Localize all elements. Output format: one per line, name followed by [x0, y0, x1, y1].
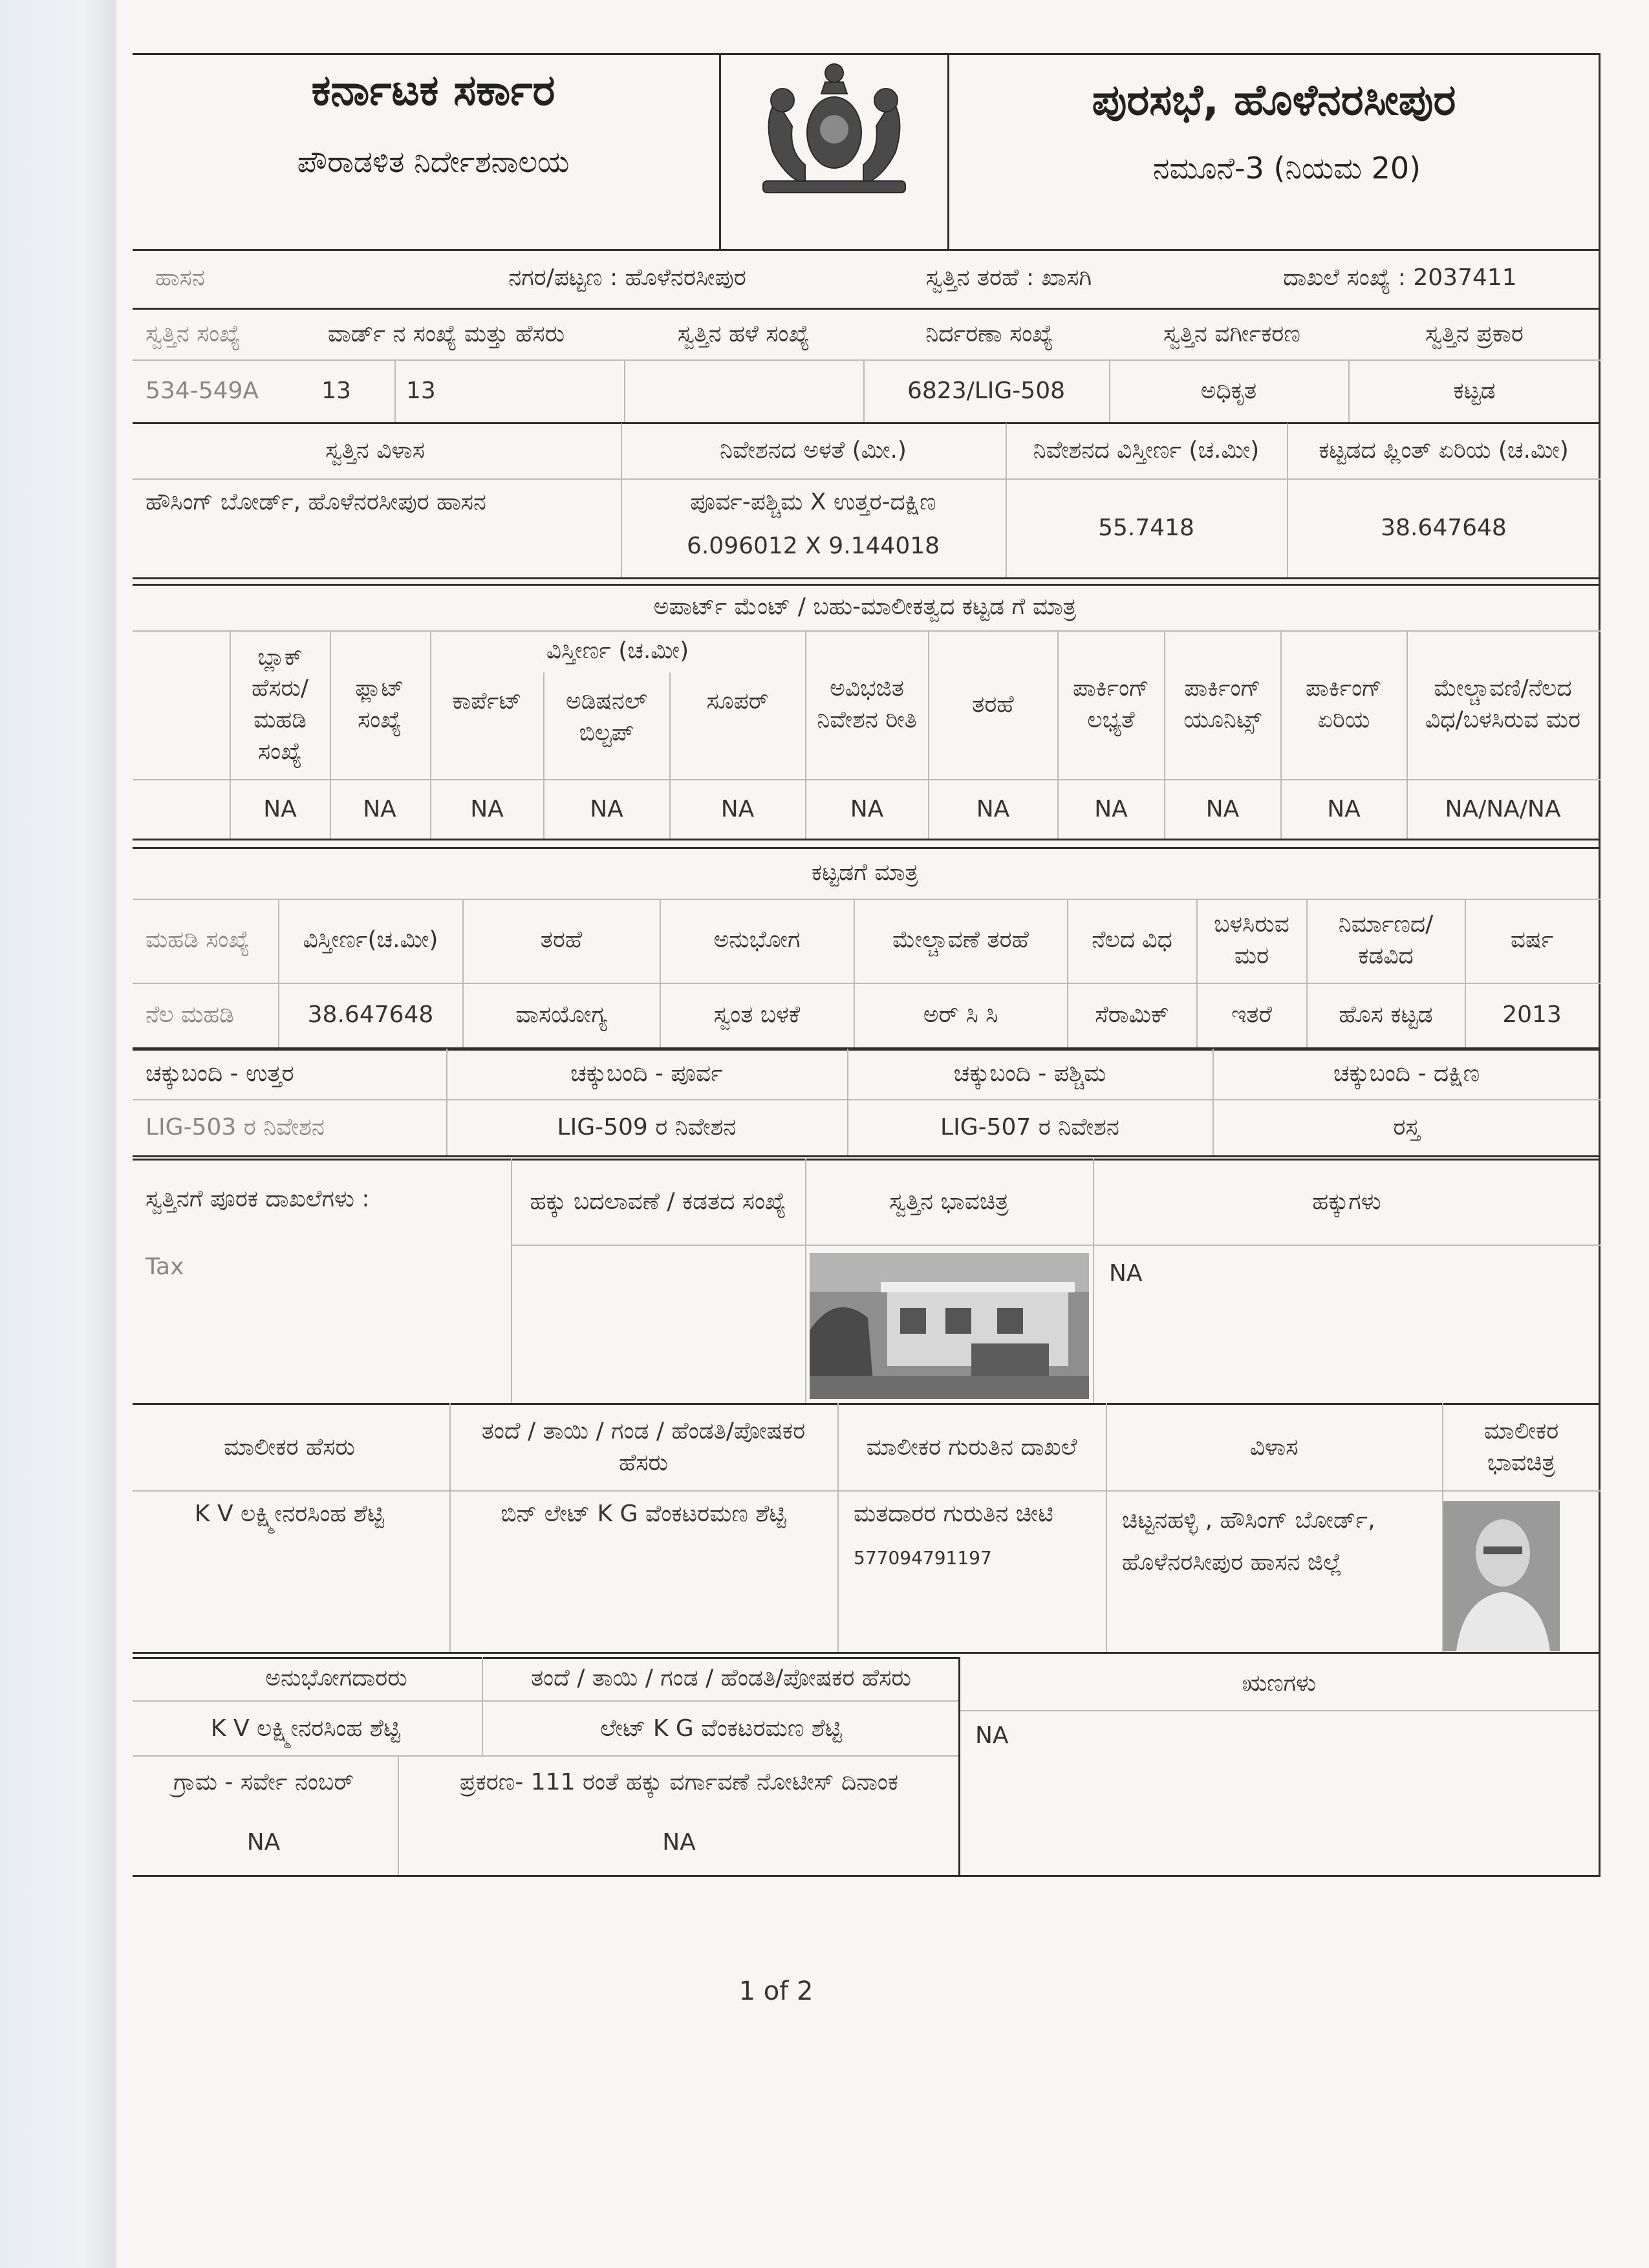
adjacent-page-strip: [0, 0, 136, 2268]
site-area: 55.7418: [1098, 515, 1194, 542]
bld-h-floor-type: ನೆಲದ ವಿಧ: [1092, 926, 1172, 954]
bld-h-wood: ಬಳಸಿರುವ ಮರ: [1214, 910, 1289, 969]
form-number: ನಮೂನೆ-3 (ನಿಯಮ 20): [1152, 150, 1421, 186]
bld-v-floor-type: ಸೆರಾಮಿಕ್: [1095, 1001, 1169, 1029]
owner-photo: [1443, 1501, 1560, 1651]
survey-number: NA: [246, 1828, 281, 1856]
site-dims-header: ನಿವೇಶನದ ಅಳತೆ (ಮೀ.): [720, 437, 907, 464]
bld-h-floor: ಮಹಡಿ ಸಂಖ್ಯೆ: [146, 926, 250, 954]
occ-h-father: ತಂದೆ / ತಾಯಿ / ಗಂಡ / ಹೆಂಡತಿ/ಪೋಷಕರ ಹೆಸರು: [531, 1665, 911, 1692]
apt-v-super: NA: [720, 795, 755, 822]
bld-v-wood: ಇತರೆ: [1231, 1001, 1272, 1029]
prop-header-assess: ನಿರ್ದರಣಾ ಸಂಖ್ಯೆ: [925, 320, 1053, 347]
occupant-name: K V ಲಕ್ಷ್ಮೀನರಸಿಂಹ ಶೆಟ್ಟಿ: [210, 1715, 401, 1742]
occ-h-loans: ಋಣಗಳು: [1242, 1669, 1317, 1696]
property-kind: ಕಟ್ಟಡ: [1453, 377, 1496, 404]
prop-header-kind: ಸ್ವತ್ತಿನ ಪ್ರಕಾರ: [1425, 320, 1524, 347]
prop-header-no: ಸ್ವತ್ತಿನ ಸಂಖ್ಯೆ: [146, 320, 241, 347]
apt-h-super: ಸೂಪರ್: [706, 687, 769, 714]
assessment-number: 6823/LIG-508: [907, 377, 1066, 404]
bnd-h-west: ಚಕ್ಕುಬಂದಿ - ಪಶ್ಚಿಮ: [953, 1060, 1106, 1087]
owner-name: K V ಲಕ್ಷ್ಮೀನರಸಿಂಹ ಶೆಟ್ಟಿ: [194, 1501, 385, 1528]
bld-h-construction: ನಿರ್ಮಾಣದ/ ಕಡವಿದ: [1338, 910, 1434, 969]
owner-address-line2: ಹೊಳೆನರಸೀಪುರ ಹಾಸನ ಜಿಲ್ಲೆ: [1122, 1549, 1342, 1576]
doc-h-supporting: ಸ್ವತ್ತಿನಗೆ ಪೂರಕ ದಾಖಲೆಗಳು :: [146, 1185, 370, 1212]
owner-h-father: ತಂದೆ / ತಾಯಿ / ಗಂಡ / ಹೆಂಡತಿ/ಪೋಷಕರ ಹೆಸರು: [481, 1418, 806, 1476]
bnd-v-east: LIG-509 ರ ನಿವೇಶನ: [557, 1113, 737, 1140]
prop-header-oldno: ಸ್ವತ್ತಿನ ಹಳೆ ಸಂಖ್ಯೆ: [677, 320, 810, 347]
govt-title: ಕರ್ನಾಟಕ ಸರ್ಕಾರ: [311, 65, 555, 116]
apt-v-flat: NA: [363, 795, 396, 822]
doc-tax: Tax: [146, 1253, 184, 1280]
apt-h-flat: ಫ್ಲಾಟ್ ಸಂಖ್ಯೆ: [355, 675, 404, 733]
owner-h-address: ವಿಳಾಸ: [1249, 1433, 1299, 1460]
bld-v-type: ವಾಸಯೋಗ್ಯ: [515, 1001, 607, 1029]
bld-v-year: 2013: [1502, 1001, 1562, 1029]
prop-header-ward: ವಾರ್ಡ್ ನ ಸಂಖ್ಯೆ ಮತ್ತು ಹೆಸರು: [327, 320, 565, 347]
owner-h-photo: ಮಾಲೀಕರ ಭಾವಚಿತ್ರ: [1483, 1418, 1559, 1476]
record-number: ದಾಖಲೆ ಸಂಖ್ಯೆ : 2037411: [1283, 264, 1517, 291]
page-number: 1 of 2: [738, 1976, 814, 2006]
bld-h-usage: ಅನುಭೋಗ: [713, 926, 801, 954]
bnd-h-north: ಚಕ್ಕುಬಂದಿ - ಉತ್ತರ: [146, 1060, 294, 1087]
doc-h-transfer: ಹಕ್ಕು ಬದಲಾವಣೆ / ಕಡತದ ಸಂಖ್ಯೆ: [530, 1188, 786, 1215]
old-number: [627, 362, 860, 420]
doc-h-rights: ಹಕ್ಕುಗಳು: [1312, 1188, 1381, 1215]
bnd-h-east: ಚಕ್ಕುಬಂದಿ - ಪೂರ್ವ: [570, 1060, 723, 1087]
bld-h-area: ವಿಸ್ತೀರ್ಣ(ಚ.ಮೀ): [303, 926, 438, 954]
plinth-area: 38.647648: [1381, 515, 1507, 542]
owner-h-id: ಮಾಲೀಕರ ಗುರುತಿನ ದಾಖಲೆ: [866, 1433, 1077, 1460]
property-address: ಹೌಸಿಂಗ್ ಬೋರ್ಡ್, ಹೊಳೆನರಸೀಪುರ ಹಾಸನ: [146, 489, 486, 516]
bld-v-floor: ನೆಲ ಮಹಡಿ: [146, 1001, 234, 1029]
property-photo: [810, 1253, 1089, 1399]
apt-h-roof: ಮೇಲ್ಚಾವಣಿ/ನೆಲದ ವಿಧ/ಬಳಸಿರುವ ಮರ: [1425, 675, 1580, 733]
apt-v-roof: NA/NA/NA: [1445, 795, 1561, 822]
loans-value: NA: [975, 1722, 1009, 1749]
owner-h-name: ಮಾಲೀಕರ ಹೆಸರು: [224, 1433, 355, 1460]
municipality-title: ಪುರಸಭೆ, ಹೊಳೆನರಸೀಪುರ: [1092, 75, 1456, 125]
bnd-v-west: LIG-507 ರ ನಿವೇಶನ: [940, 1113, 1119, 1140]
bld-h-year: ವರ್ಷ: [1510, 926, 1554, 954]
apt-v-type: NA: [976, 795, 1010, 822]
dims-label: ಪೂರ್ವ-ಪಶ್ಚಿಮ X ಉತ್ತರ-ದಕ್ಷಿಣ: [690, 489, 936, 516]
survey-notice-date: NA: [662, 1828, 696, 1856]
classification: ಅಧಿಕೃತ: [1200, 377, 1257, 404]
building-title: ಕಟ್ಟಡಗೆ ಮಾತ್ರ: [811, 859, 919, 886]
owner-address-line1: ಚಿಟ್ಟನಹಳ್ಳಿ , ಹೌಸಿಂಗ್ ಬೋರ್ಡ್,: [1122, 1507, 1375, 1534]
ward-number: 13: [321, 377, 351, 404]
owner-id-number: 577094791197: [854, 1547, 992, 1569]
apt-v-parking-units: NA: [1205, 795, 1240, 822]
bld-v-usage: ಸ್ವಂತ ಬಳಕೆ: [713, 1001, 801, 1029]
bld-v-area: 38.647648: [307, 1001, 434, 1029]
site-dimensions: 6.096012 X 9.144018: [686, 532, 940, 559]
bld-v-roof: ಅರ್ ಸಿ ಸಿ: [923, 1001, 998, 1029]
town: ನಗರ/ಪಟ್ಟಣ : ಹೊಳೆನರಸೀಪುರ: [508, 264, 746, 291]
property-type: ಸ್ವತ್ತಿನ ತರಹೆ : ಖಾಸಗಿ: [925, 264, 1092, 291]
doc-h-photo: ಸ್ವತ್ತಿನ ಭಾವಚಿತ್ರ: [889, 1188, 1009, 1215]
site-area-header: ನಿವೇಶನದ ವಿಸ್ತೀರ್ಣ (ಚ.ಮೀ): [1033, 437, 1260, 464]
plinth-header: ಕಟ್ಟಡದ ಪ್ಲಿಂತ್ ಏರಿಯ (ಚ.ಮೀ): [1319, 437, 1569, 464]
apt-v-parking-avail: NA: [1094, 795, 1128, 822]
apt-h-additional: ಅಡಿಷನಲ್ ಬಿಲ್ಟಪ್: [566, 688, 647, 746]
apt-v-carpet: NA: [470, 795, 504, 822]
bnd-h-south: ಚಕ್ಕುಬಂದಿ - ದಕ್ಷಿಣ: [1333, 1060, 1480, 1087]
survey-h-number: ಗ್ರಾಮ - ಸರ್ವೇ ನಂಬರ್: [173, 1769, 354, 1796]
survey-h-notice: ಪ್ರಕರಣ- 111 ರಂತೆ ಹಕ್ಕು ವರ್ಗಾವಣೆ ನೋಟೀಸ್ ದಿನಾಂಕ: [459, 1769, 899, 1796]
occupant-father: ಲೇಟ್ K G ವೆಂಕಟರಮಣ ಶೆಟ್ಟಿ: [600, 1715, 842, 1742]
apt-h-type: ತರಹೆ: [972, 690, 1014, 718]
apt-h-parking-avail: ಪಾರ್ಕಿಂಗ್ ಲಭ್ಯತೆ: [1072, 675, 1150, 733]
apt-v-parking-area: NA: [1327, 795, 1361, 822]
apt-area-group: ವಿಸ್ತೀರ್ಣ (ಚ.ಮೀ): [546, 637, 689, 665]
ward-name: 13: [406, 377, 436, 404]
apt-h-block: ಬ್ಲಾಕ್ ಹೆಸರು/ ಮಹಡಿ ಸಂಖ್ಯೆ: [251, 643, 309, 765]
bld-h-roof: ಮೇಲ್ಚಾವಣೆ ತರಹೆ: [892, 926, 1029, 954]
apt-h-parking-units: ಪಾರ್ಕಿಂಗ್ ಯೂನಿಟ್ಸ್: [1183, 675, 1262, 733]
bnd-v-south: ರಸ್ತ: [1393, 1113, 1420, 1140]
apt-v-block: NA: [263, 795, 297, 822]
prop-header-class: ಸ್ವತ್ತಿನ ವರ್ಗೀಕರಣ: [1163, 320, 1300, 347]
apartment-title: ಅಪಾರ್ಟ್ ಮೆಂಟ್ / ಬಹು-ಮಾಲೀಕತ್ವದ ಕಟ್ಟಡ ಗೆ ಮಾತ್ರ: [653, 593, 1077, 620]
bld-h-type: ತರಹೆ: [540, 926, 583, 954]
owner-father: ಬಿನ್ ಲೇಟ್ K G ವೆಂಕಟರಮಣ ಶೆಟ್ಟಿ: [501, 1501, 786, 1528]
occ-h-name: ಅನುಭೋಗದಾರರು: [265, 1665, 407, 1692]
directorate-title: ಪೌರಾಡಳಿತ ನಿರ್ದೇಶನಾಲಯ: [297, 144, 570, 179]
bld-v-construction: ಹೊಸ ಕಟ್ಟಡ: [1339, 1001, 1433, 1029]
owner-id-type: ಮತದಾರರ ಗುರುತಿನ ಚೀಟಿ: [854, 1501, 1053, 1528]
apt-h-undivided: ಅವಿಭಜಿತ ನಿವೇಶನ ರೀತಿ: [817, 675, 917, 733]
bnd-v-north: LIG-503 ರ ನಿವೇಶನ: [146, 1113, 325, 1140]
addr-header: ಸ್ವತ್ತಿನ ವಿಳಾಸ: [325, 437, 425, 464]
prop-number: 534-549A: [146, 377, 259, 404]
apt-v-additional: NA: [590, 795, 623, 822]
apt-h-carpet: ಕಾರ್ಪೆಟ್: [452, 687, 522, 714]
village: ಹಾಸನ: [155, 264, 205, 291]
apt-h-parking-area: ಪಾರ್ಕಿಂಗ್ ಏರಿಯ: [1305, 675, 1383, 733]
apt-v-undivided: NA: [850, 795, 884, 822]
doc-rights-value: NA: [1109, 1259, 1143, 1287]
karnataka-emblem: [737, 55, 931, 204]
